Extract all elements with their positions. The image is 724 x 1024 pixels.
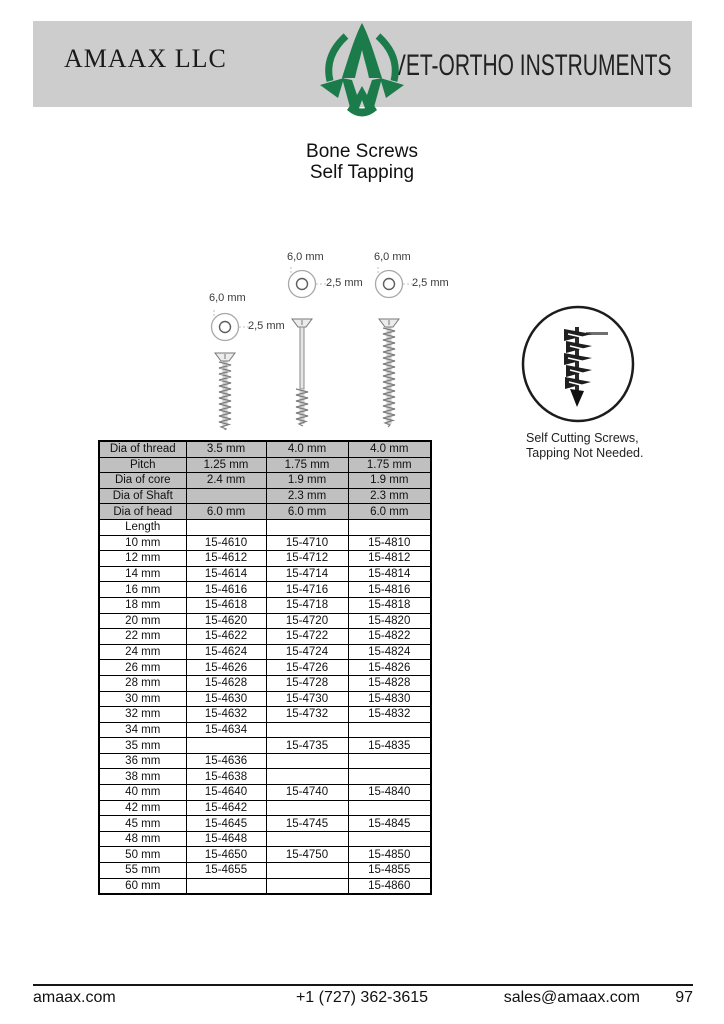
table-row	[99, 551, 431, 567]
screw2-socket-dim-label: 2,5 mm	[326, 277, 363, 289]
row-label-cell: 60 mm	[99, 878, 186, 894]
code-cell	[348, 769, 431, 785]
row-label-cell: 40 mm	[99, 785, 186, 801]
code-cell	[348, 519, 431, 535]
code-cell: 15-4726	[266, 660, 348, 676]
page-number: 97	[675, 989, 693, 1006]
code-cell: 15-4728	[266, 675, 348, 691]
code-cell	[266, 800, 348, 816]
code-cell: 4.0 mm	[266, 441, 348, 457]
table-row	[99, 613, 431, 629]
code-cell: 15-4710	[266, 535, 348, 551]
row-label-cell: 12 mm	[99, 551, 186, 567]
code-cell: 15-4636	[186, 753, 266, 769]
table-row	[99, 707, 431, 723]
row-label-cell: Pitch	[99, 457, 186, 473]
table-row	[99, 769, 431, 785]
product-table-body	[99, 441, 431, 894]
code-cell: 15-4818	[348, 597, 431, 613]
row-label-cell: 45 mm	[99, 816, 186, 832]
code-cell: 15-4618	[186, 597, 266, 613]
table-row	[99, 644, 431, 660]
code-cell: 1.75 mm	[348, 457, 431, 473]
code-cell: 15-4718	[266, 597, 348, 613]
code-cell: 15-4655	[186, 863, 266, 879]
code-cell	[186, 519, 266, 535]
row-label-cell: 30 mm	[99, 691, 186, 707]
row-label-cell: 24 mm	[99, 644, 186, 660]
code-cell: 15-4716	[266, 582, 348, 598]
screw1-head-dim-label: 6,0 mm	[209, 292, 246, 304]
code-cell	[266, 519, 348, 535]
screw1-side-view	[212, 350, 238, 435]
code-cell: 15-4830	[348, 691, 431, 707]
code-cell: 2.3 mm	[348, 488, 431, 504]
code-cell: 15-4638	[186, 769, 266, 785]
screw2-side-view	[289, 317, 315, 434]
code-cell: 15-4714	[266, 566, 348, 582]
code-cell: 15-4720	[266, 613, 348, 629]
self-cutting-screw-callout-icon	[520, 303, 636, 430]
row-label-cell: 10 mm	[99, 535, 186, 551]
spec-row	[99, 488, 431, 504]
row-label-cell: 42 mm	[99, 800, 186, 816]
code-cell: 2.3 mm	[266, 488, 348, 504]
code-cell	[266, 769, 348, 785]
code-cell: 15-4630	[186, 691, 266, 707]
code-cell: 15-4616	[186, 582, 266, 598]
code-cell: 15-4614	[186, 566, 266, 582]
code-cell: 4.0 mm	[348, 441, 431, 457]
code-cell: 15-4626	[186, 660, 266, 676]
screw3-side-view	[376, 317, 402, 434]
code-cell: 15-4850	[348, 847, 431, 863]
row-label-cell: 38 mm	[99, 769, 186, 785]
code-cell: 15-4845	[348, 816, 431, 832]
table-row	[99, 722, 431, 738]
row-label-cell: 55 mm	[99, 863, 186, 879]
code-cell: 15-4612	[186, 551, 266, 567]
table-row	[99, 675, 431, 691]
row-label-cell: 28 mm	[99, 675, 186, 691]
row-label-cell: 16 mm	[99, 582, 186, 598]
page-title-line2: Self Tapping	[309, 162, 415, 183]
row-label-cell: Dia of Shaft	[99, 488, 186, 504]
code-cell	[186, 878, 266, 894]
table-row	[99, 847, 431, 863]
row-label-cell: 48 mm	[99, 831, 186, 847]
company-name: AMAAX LLC	[64, 44, 227, 73]
row-label-cell: 18 mm	[99, 597, 186, 613]
code-cell: 15-4855	[348, 863, 431, 879]
code-cell: 15-4730	[266, 691, 348, 707]
code-cell: 15-4624	[186, 644, 266, 660]
code-cell: 15-4640	[186, 785, 266, 801]
row-label-cell: 35 mm	[99, 738, 186, 754]
table-row	[99, 878, 431, 894]
table-row	[99, 597, 431, 613]
footer-email: sales@amaax.com	[503, 989, 640, 1006]
table-row	[99, 691, 431, 707]
code-cell: 15-4822	[348, 629, 431, 645]
screw1-head-top-view	[208, 310, 252, 349]
code-cell: 15-4828	[348, 675, 431, 691]
table-row	[99, 863, 431, 879]
code-cell: 15-4712	[266, 551, 348, 567]
code-cell: 15-4732	[266, 707, 348, 723]
code-cell: 15-4648	[186, 831, 266, 847]
row-label-cell: Dia of head	[99, 504, 186, 520]
screw2-head-top-view	[285, 267, 329, 306]
code-cell: 15-4724	[266, 644, 348, 660]
code-cell	[266, 831, 348, 847]
table-row	[99, 566, 431, 582]
code-cell: 1.9 mm	[348, 473, 431, 489]
row-label-cell: 32 mm	[99, 707, 186, 723]
code-cell: 15-4835	[348, 738, 431, 754]
code-cell	[186, 738, 266, 754]
table-row	[99, 660, 431, 676]
code-cell: 15-4832	[348, 707, 431, 723]
code-cell: 15-4860	[348, 878, 431, 894]
spec-row	[99, 504, 431, 520]
code-cell: 3.5 mm	[186, 441, 266, 457]
screw3-socket-dim-label: 2,5 mm	[412, 277, 449, 289]
code-cell	[348, 753, 431, 769]
table-row	[99, 738, 431, 754]
code-cell: 15-4634	[186, 722, 266, 738]
code-cell: 15-4632	[186, 707, 266, 723]
page-title-line1: Bone Screws	[306, 141, 418, 162]
row-label-cell: 22 mm	[99, 629, 186, 645]
spec-row	[99, 473, 431, 489]
code-cell: 15-4722	[266, 629, 348, 645]
screw2-head-dim-label: 6,0 mm	[287, 251, 324, 263]
code-cell	[266, 863, 348, 879]
code-cell: 6.0 mm	[266, 504, 348, 520]
company-logo-icon	[317, 23, 407, 120]
table-row	[99, 582, 431, 598]
page-title	[0, 141, 724, 183]
length-header-row	[99, 519, 431, 535]
row-label-cell: 26 mm	[99, 660, 186, 676]
code-cell: 15-4824	[348, 644, 431, 660]
footer-phone: +1 (727) 362-3615	[295, 989, 429, 1006]
self-cutting-caption-line1: Self Cutting Screws,	[526, 431, 639, 445]
table-row	[99, 816, 431, 832]
code-cell: 6.0 mm	[186, 504, 266, 520]
code-cell: 15-4622	[186, 629, 266, 645]
code-cell: 1.9 mm	[266, 473, 348, 489]
code-cell: 15-4740	[266, 785, 348, 801]
code-cell	[186, 488, 266, 504]
code-cell: 15-4812	[348, 551, 431, 567]
footer-website: amaax.com	[33, 989, 116, 1006]
self-cutting-caption	[526, 431, 643, 461]
code-cell	[266, 722, 348, 738]
code-cell: 15-4750	[266, 847, 348, 863]
code-cell: 15-4628	[186, 675, 266, 691]
code-cell: 15-4826	[348, 660, 431, 676]
screw3-head-top-view	[372, 267, 416, 306]
brand-title: VET-ORTHO INSTRUMENTS	[391, 49, 671, 82]
row-label-cell: 20 mm	[99, 613, 186, 629]
spec-row	[99, 457, 431, 473]
code-cell: 1.75 mm	[266, 457, 348, 473]
code-cell: 15-4650	[186, 847, 266, 863]
row-label-cell: Length	[99, 519, 186, 535]
code-cell: 6.0 mm	[348, 504, 431, 520]
row-label-cell: 14 mm	[99, 566, 186, 582]
table-row	[99, 629, 431, 645]
code-cell: 15-4642	[186, 800, 266, 816]
table-row	[99, 785, 431, 801]
row-label-cell: Dia of core	[99, 473, 186, 489]
code-cell: 15-4645	[186, 816, 266, 832]
spec-row	[99, 441, 431, 457]
table-row	[99, 753, 431, 769]
code-cell: 1.25 mm	[186, 457, 266, 473]
row-label-cell: Dia of thread	[99, 441, 186, 457]
code-cell	[348, 831, 431, 847]
table-row	[99, 535, 431, 551]
code-cell: 15-4620	[186, 613, 266, 629]
screw1-socket-dim-label: 2,5 mm	[248, 320, 285, 332]
row-label-cell: 34 mm	[99, 722, 186, 738]
code-cell	[348, 722, 431, 738]
code-cell	[266, 878, 348, 894]
code-cell: 15-4820	[348, 613, 431, 629]
row-label-cell: 36 mm	[99, 753, 186, 769]
table-row	[99, 800, 431, 816]
code-cell: 15-4745	[266, 816, 348, 832]
screw3-head-dim-label: 6,0 mm	[374, 251, 411, 263]
footer-divider	[33, 984, 693, 986]
code-cell: 15-4840	[348, 785, 431, 801]
self-cutting-caption-line2: Tapping Not Needed.	[526, 446, 644, 460]
code-cell: 2.4 mm	[186, 473, 266, 489]
product-table	[98, 440, 432, 895]
code-cell: 15-4816	[348, 582, 431, 598]
code-cell: 15-4610	[186, 535, 266, 551]
code-cell	[266, 753, 348, 769]
code-cell: 15-4735	[266, 738, 348, 754]
row-label-cell: 50 mm	[99, 847, 186, 863]
code-cell: 15-4810	[348, 535, 431, 551]
table-row	[99, 831, 431, 847]
code-cell	[348, 800, 431, 816]
code-cell: 15-4814	[348, 566, 431, 582]
